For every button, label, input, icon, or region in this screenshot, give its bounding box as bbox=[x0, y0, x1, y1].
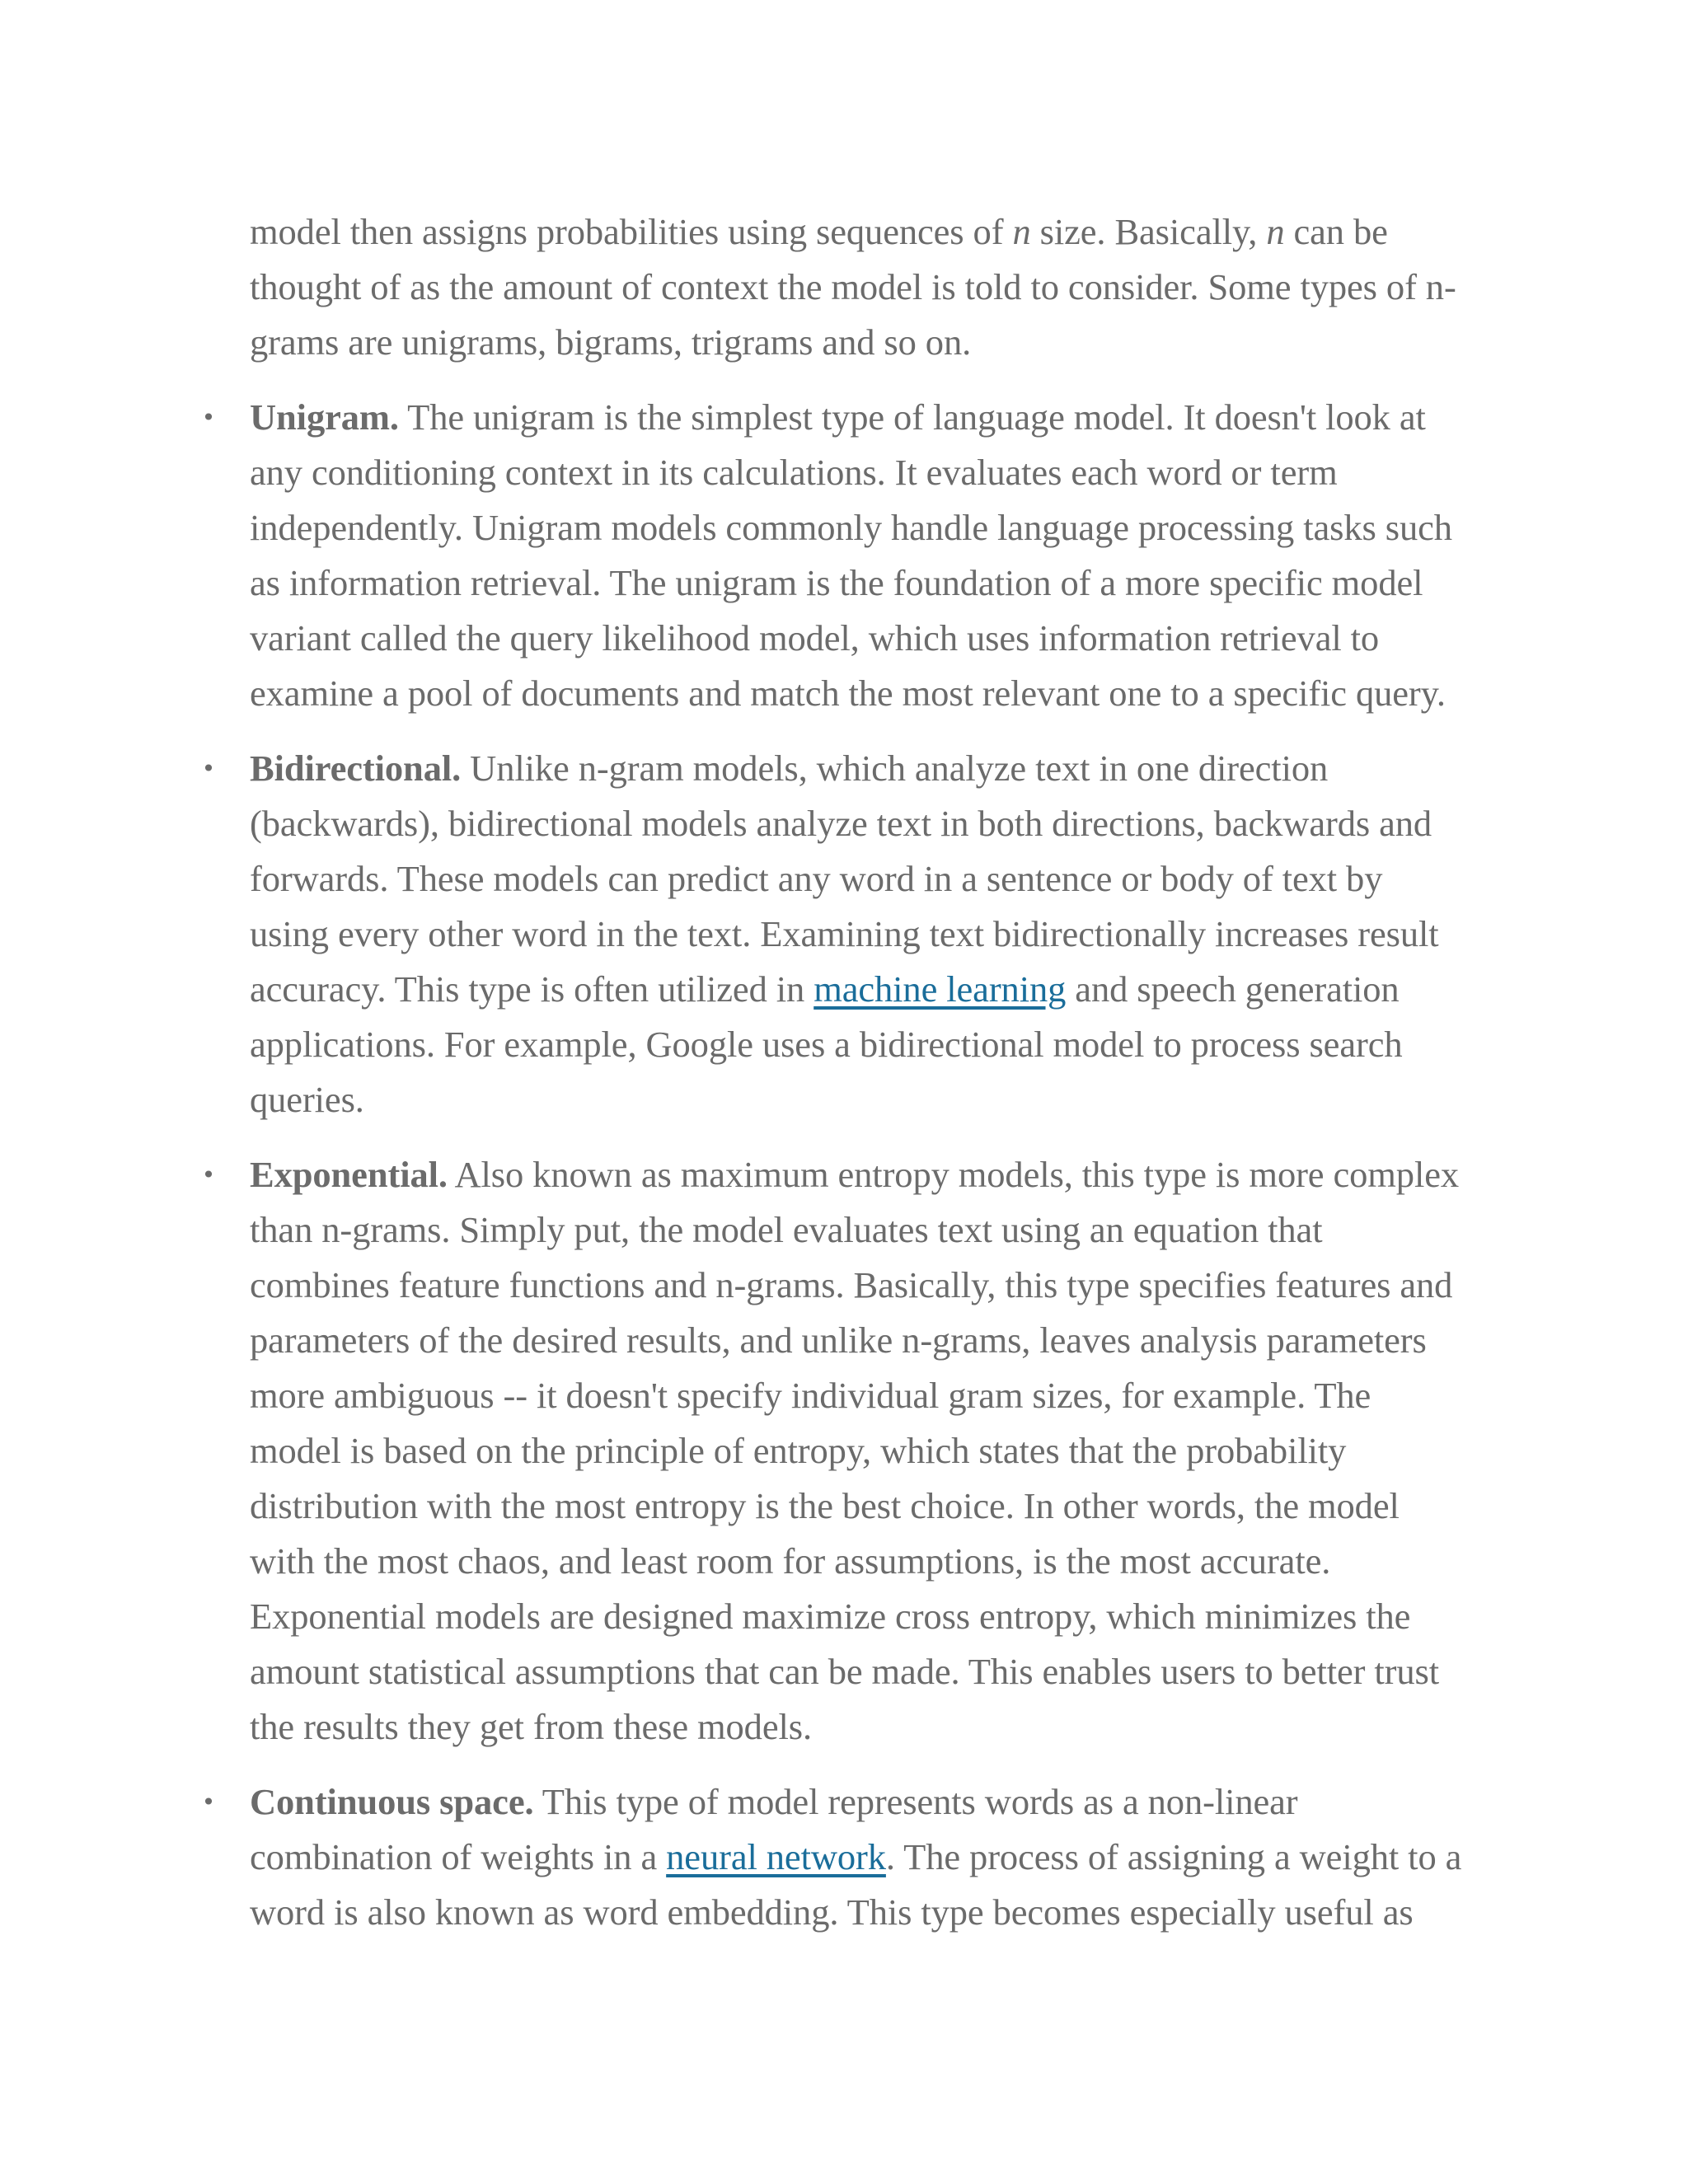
list-item-exponential bbox=[201, 1147, 1503, 1755]
list-item-bidirectional bbox=[201, 741, 1503, 1127]
term-exponential: Exponential. bbox=[250, 1154, 448, 1195]
continuous-line-2 bbox=[250, 1830, 1503, 1885]
exponential-line-8: with the most chaos, and least room for assumptions, is the most accurate. bbox=[250, 1540, 1331, 1582]
intro-paragraph bbox=[250, 204, 1503, 370]
text-span: model then assigns probabilities using sequences of bbox=[250, 211, 1013, 252]
text-span: Unlike n-gram models, which analyze text in one direction bbox=[461, 748, 1329, 789]
text-span: combination of weights in a bbox=[250, 1836, 667, 1877]
exponential-line-5: more ambiguous -- it doesn't specify individual gram sizes, for example. The bbox=[250, 1375, 1372, 1416]
unigram-line-3: independently. Unigram models commonly handle language processing tasks such bbox=[250, 507, 1452, 548]
italic-n: n bbox=[1012, 211, 1031, 252]
intro-line-3: grams are unigrams, bigrams, trigrams and so on. bbox=[250, 321, 972, 363]
unigram-line-4: as information retrieval. The unigram is the foundation of a more specific model bbox=[250, 562, 1423, 603]
bullet-icon: • bbox=[201, 755, 216, 782]
bullet-icon: • bbox=[201, 1161, 216, 1188]
term-continuous-space: Continuous space. bbox=[250, 1781, 534, 1822]
exponential-line-10: amount statistical assumptions that can be made. This enables users to better trust bbox=[250, 1651, 1439, 1692]
unigram-line-1 bbox=[250, 390, 1503, 445]
term-bidirectional: Bidirectional. bbox=[250, 748, 462, 789]
exponential-line-1 bbox=[250, 1147, 1503, 1202]
text-span: . The process of assigning a weight to a bbox=[885, 1836, 1462, 1877]
bidirectional-line-4: using every other word in the text. Examining text bidirectionally increases result bbox=[250, 913, 1439, 954]
text-span: This type of model represents words as a non-linear bbox=[533, 1781, 1298, 1822]
bullet-icon: • bbox=[201, 1788, 216, 1816]
exponential-line-6: model is based on the principle of entropy, which states that the probability bbox=[250, 1430, 1347, 1471]
text-span: accuracy. This type is often utilized in bbox=[250, 968, 814, 1010]
bidirectional-line-6: applications. For example, Google uses a bidirectional model to process search bbox=[250, 1024, 1403, 1065]
bidirectional-line-3: forwards. These models can predict any word in a sentence or body of text by bbox=[250, 858, 1383, 899]
continuous-line-1 bbox=[250, 1774, 1503, 1830]
unigram-line-5: variant called the query likelihood model, which uses information retrieval to bbox=[250, 617, 1380, 658]
bullet-icon: • bbox=[201, 404, 216, 431]
text-span: size. Basically, bbox=[1030, 211, 1267, 252]
exponential-line-3: combines feature functions and n-grams. Basically, this type specifies features and bbox=[250, 1264, 1453, 1305]
bidirectional-line-1 bbox=[250, 741, 1503, 796]
bidirectional-line-7: queries. bbox=[250, 1079, 364, 1120]
unigram-line-6: examine a pool of documents and match the most relevant one to a specific query. bbox=[250, 673, 1446, 714]
list-item-unigram bbox=[201, 390, 1503, 721]
term-unigram: Unigram. bbox=[250, 396, 399, 438]
bidirectional-line-5 bbox=[250, 962, 1503, 1017]
bidirectional-line-2: (backwards), bidirectional models analyze text in both directions, backwards and bbox=[250, 803, 1432, 844]
exponential-line-4: parameters of the desired results, and unlike n-grams, leaves analysis parameters bbox=[250, 1319, 1427, 1361]
text-span: can be bbox=[1284, 211, 1388, 252]
intro-line-1 bbox=[250, 204, 1503, 260]
list-item-continuous-space bbox=[201, 1774, 1503, 1940]
document-page bbox=[201, 204, 1503, 1960]
unigram-line-2: any conditioning context in its calculations. It evaluates each word or term bbox=[250, 452, 1338, 493]
continuous-line-3: word is also known as word embedding. This type becomes especially useful as bbox=[250, 1891, 1414, 1933]
intro-line-2: thought of as the amount of context the model is told to consider. Some types of n- bbox=[250, 266, 1456, 307]
neural-network-link[interactable]: neural network bbox=[666, 1836, 886, 1877]
text-span: Also known as maximum entropy models, this type is more complex bbox=[447, 1154, 1460, 1195]
exponential-line-7: distribution with the most entropy is the best choice. In other words, the model bbox=[250, 1485, 1400, 1526]
exponential-line-9: Exponential models are designed maximize cross entropy, which minimizes the bbox=[250, 1596, 1411, 1637]
text-span: The unigram is the simplest type of language model. It doesn't look at bbox=[398, 396, 1426, 438]
italic-n: n bbox=[1266, 211, 1285, 252]
exponential-line-2: than n-grams. Simply put, the model evaluates text using an equation that bbox=[250, 1209, 1323, 1250]
exponential-line-11: the results they get from these models. bbox=[250, 1706, 812, 1747]
text-span: and speech generation bbox=[1066, 968, 1400, 1010]
machine-learning-link[interactable]: machine learning bbox=[814, 968, 1067, 1010]
